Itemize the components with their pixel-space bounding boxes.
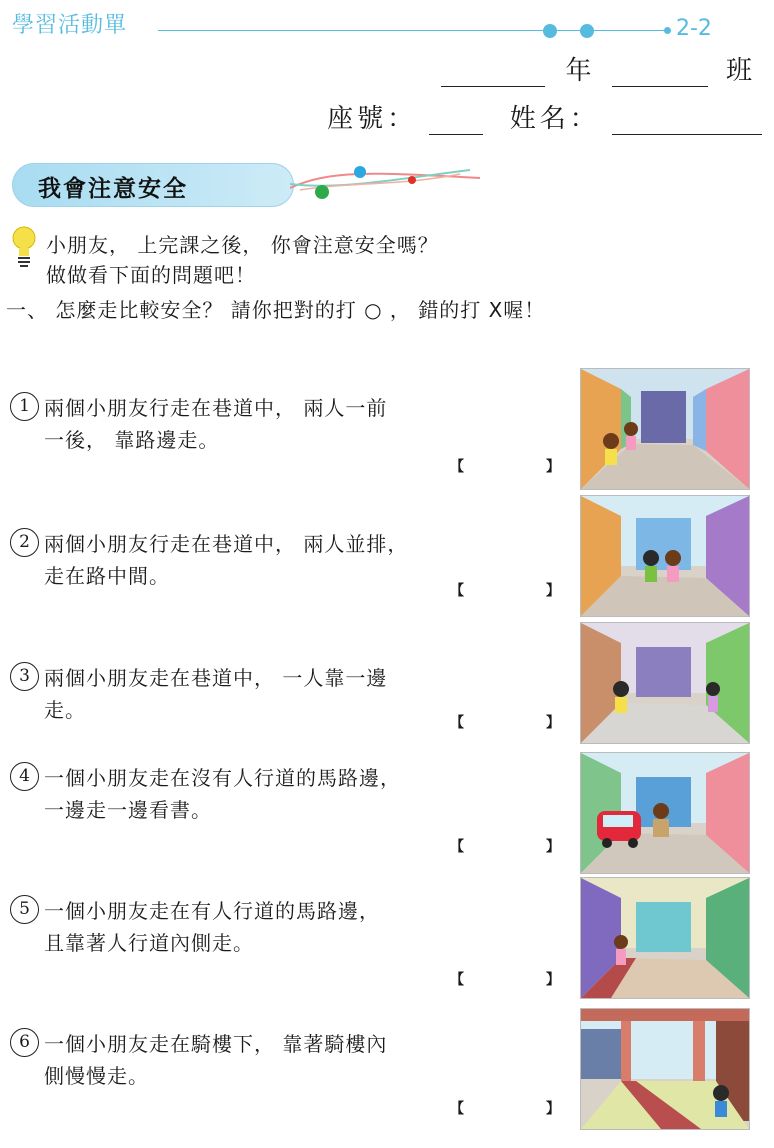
bracket-close: 】 — [546, 583, 560, 599]
header-dot — [580, 24, 594, 38]
bracket-close: 】 — [546, 972, 560, 988]
item-text: 兩個小朋友行走在巷道中， 兩人並排， — [44, 532, 409, 556]
header-dot — [664, 27, 671, 34]
item-text: 一個小朋友走在騎樓下， 靠著騎樓內 — [44, 1032, 388, 1056]
year-class-row — [441, 50, 752, 87]
item-text: 兩個小朋友走在巷道中， 一人靠一邊 — [44, 666, 388, 690]
question-item — [10, 1028, 570, 1148]
item-number: 1 — [10, 392, 39, 421]
question-item — [10, 895, 570, 1015]
item-text: 兩個小朋友行走在巷道中， 兩人一前 — [44, 396, 388, 420]
bracket-open: 【 — [450, 839, 464, 855]
intro-text: 做做看下面的問題吧！ — [46, 263, 256, 287]
item-text: 走在路中間。 — [44, 564, 170, 588]
bracket-open: 【 — [450, 972, 464, 988]
answer-box[interactable] — [450, 712, 560, 732]
question-heading: 一、 怎麼走比較安全？ 請你把對的打 ○ ， 錯的打 X喔！ — [6, 298, 546, 322]
question-item — [10, 392, 570, 512]
bracket-close: 】 — [546, 715, 560, 731]
item-number: 5 — [10, 895, 39, 924]
item-number: 2 — [10, 528, 39, 557]
seat-name-row — [327, 98, 762, 135]
question-item — [10, 528, 570, 648]
lightbulb-icon — [10, 225, 38, 269]
scene-illustration — [580, 752, 750, 874]
bracket-close: 】 — [546, 459, 560, 475]
bracket-close: 】 — [546, 1101, 560, 1117]
item-text: 一個小朋友走在有人行道的馬路邊， — [44, 899, 380, 923]
scene-illustration — [580, 1008, 750, 1130]
class-blank[interactable] — [612, 86, 708, 87]
year-label: 年 — [565, 56, 592, 86]
item-text: 一個小朋友走在沒有人行道的馬路邊， — [44, 766, 401, 790]
answer-box[interactable] — [450, 969, 560, 989]
intro-text: 小朋友， 上完課之後， 你會注意安全嗎？ — [46, 233, 439, 257]
decorative-swirl — [290, 160, 490, 200]
answer-box[interactable] — [450, 1098, 560, 1118]
name-label: 姓名： — [509, 104, 600, 134]
item-number: 4 — [10, 762, 39, 791]
unit-code: 2-2 — [676, 16, 712, 41]
header-dot — [543, 24, 557, 38]
worksheet-title: 學習活動單 — [12, 13, 128, 38]
item-text: 走。 — [44, 698, 86, 722]
item-text: 側慢慢走。 — [44, 1064, 149, 1088]
scene-illustration — [580, 877, 750, 999]
answer-box[interactable] — [450, 456, 560, 476]
item-text: 一邊走一邊看書。 — [44, 798, 212, 822]
item-text: 一後， 靠路邊走。 — [44, 428, 220, 452]
bracket-open: 【 — [450, 715, 464, 731]
scene-illustration — [580, 368, 750, 490]
bracket-open: 【 — [450, 459, 464, 475]
scene-illustration — [580, 495, 750, 617]
year-blank[interactable] — [441, 86, 545, 87]
question-item — [10, 762, 570, 882]
seat-blank[interactable] — [429, 134, 483, 135]
name-blank[interactable] — [612, 134, 762, 135]
class-label: 班 — [725, 56, 752, 86]
item-number: 3 — [10, 662, 39, 691]
answer-box[interactable] — [450, 836, 560, 856]
seat-label: 座號： — [327, 104, 418, 134]
answer-box[interactable] — [450, 580, 560, 600]
scene-illustration — [580, 622, 750, 744]
item-number: 6 — [10, 1028, 39, 1057]
bracket-close: 】 — [546, 839, 560, 855]
bracket-open: 【 — [450, 583, 464, 599]
section-title: 我會注意安全 — [38, 176, 188, 202]
bracket-open: 【 — [450, 1101, 464, 1117]
item-text: 且靠著人行道內側走。 — [44, 931, 254, 955]
